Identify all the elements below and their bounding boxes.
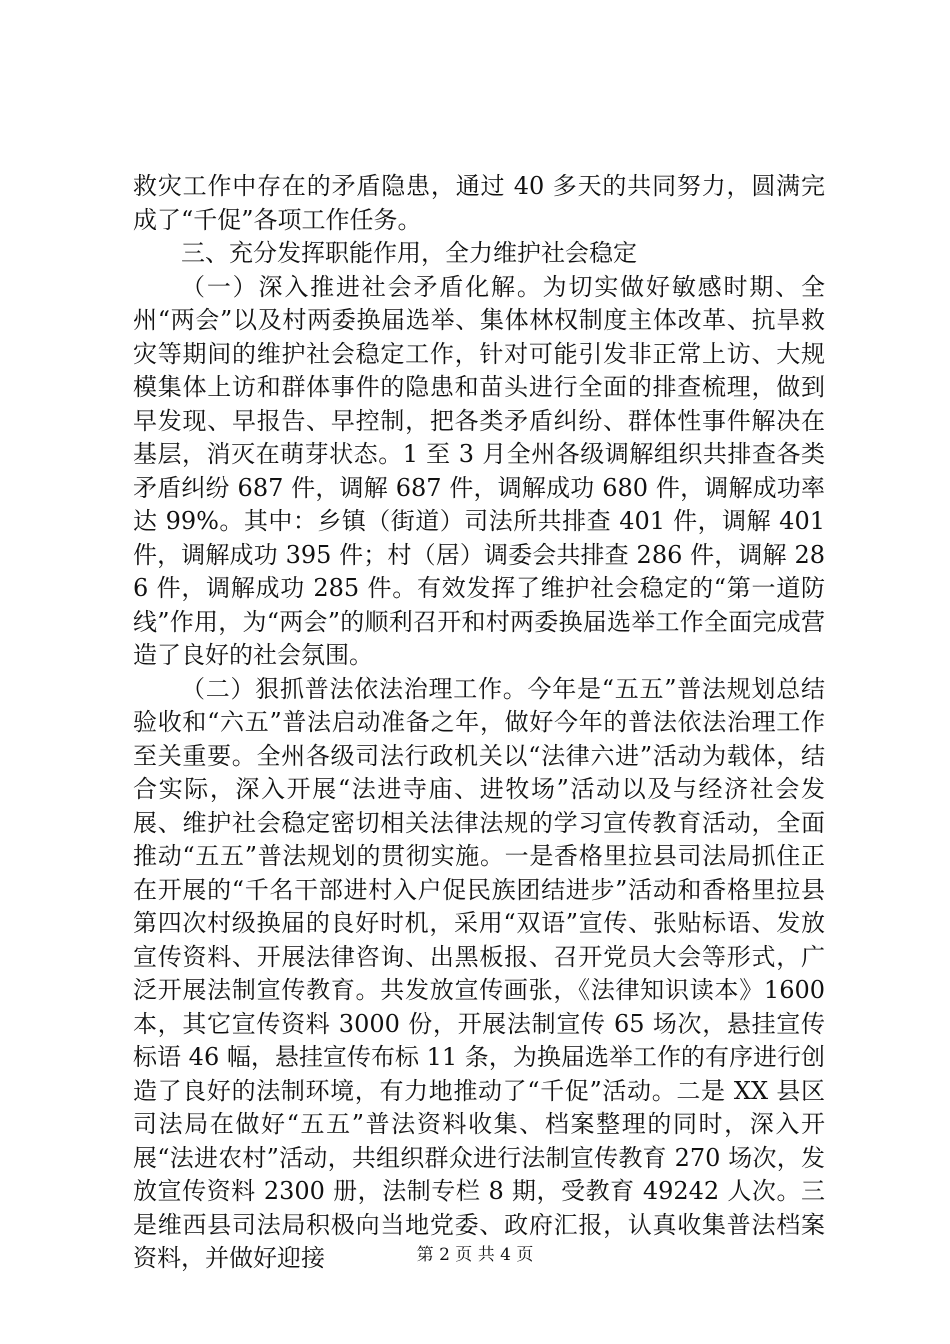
- document-body: [133, 170, 825, 1276]
- paragraph-conflict-resolution: （一）深入推进社会矛盾化解。为切实做好敏感时期、全州“两会”以及村两委换届选举、集体林权制度主体改革、抗旱救灾等期间的维护社会稳定工作，针对可能引发非正常上访、大规模集体上访和群体事件的隐患和苗头进行全面的排查梳理，做到早发现、早报告、早控制，把各类矛盾纠纷、群体性事件解决在基层，消灭在萌芽状态。1 至 3 月全州各级调解组织共排查各类矛盾纠纷 687 件，调解 687 件，调解成功 680 件，调解成功率达 99%。其中：乡镇（街道）司法所共排查 401 件，调解 401 件，调解成功 395 件；村（居）调委会共排查 286 件，调解 286 件，调解成功 285 件。有效发挥了维护社会稳定的“第一道防线”作用，为“两会”的顺利召开和村两委换届选举工作全面完成营造了良好的社会氛围。: [133, 272, 825, 669]
- section-heading: 三、充分发挥职能作用，全力维护社会稳定: [181, 239, 637, 267]
- page-footer: 第 2 页 共 4 页: [416, 1245, 534, 1265]
- paragraph-continuation: 救灾工作中存在的矛盾隐患，通过 40 多天的共同努力，圆满完成了“千促”各项工作任务。: [133, 172, 825, 234]
- paragraph-legal-education: （二）狠抓普法依法治理工作。今年是“五五”普法规划总结验收和“六五”普法启动准备之年，做好今年的普法依法治理工作至关重要。全州各级司法行政机关以“法律六进”活动为载体，结合实际，深入开展“法进寺庙、进牧场”活动以及与经济社会发展、维护社会稳定密切相关法律法规的学习宣传教育活动，全面推动“五五”普法规划的贯彻实施。一是香格里拉县司法局抓住正在开展的“千名干部进村入户促民族团结进步”活动和香格里拉县第四次村级换届的良好时机，采用“双语”宣传、张贴标语、发放宣传资料、开展法律咨询、出黑板报、召开党员大会等形式，广泛开展法制宣传教育。共发放宣传画张，《法律知识读本》1600 本，其它宣传资料 3000 份，开展法制宣传 65 场次，悬挂宣传标语 46 幅，悬挂宣传布标 11 条，为换届选举工作的有序进行创造了良好的法制环境，有力地推动了“千促”活动。二是 XX 县区司法局在做好“五五”普法资料收集、档案整理的同时，深入开展“法进农村”活动，共组织群众进行法制宣传教育 270 场次，发放宣传资料 2300 册，法制专栏 8 期，受教育 49242 人次。三是维西县司法局积极向当地党委、政府汇报，认真收集普法档案资料，并做好迎接: [133, 674, 825, 1272]
